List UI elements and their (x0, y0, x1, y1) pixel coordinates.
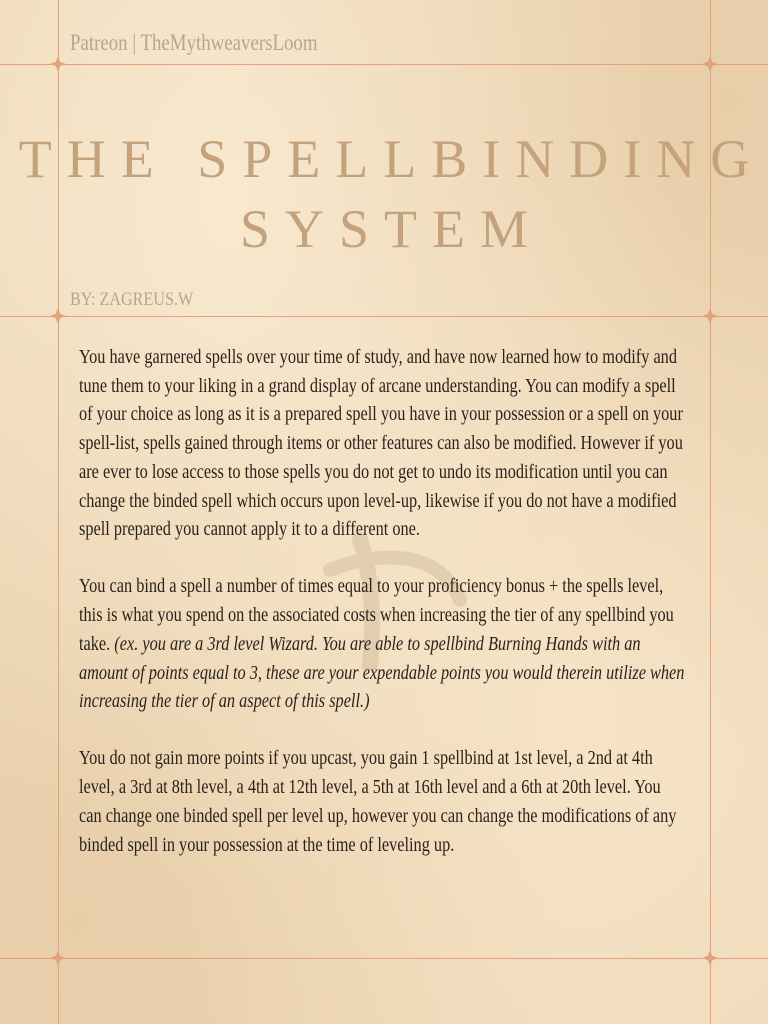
patreon-header: Patreon | TheMythweaversLoom (70, 30, 318, 55)
paragraph-2 (79, 572, 686, 716)
frame-diamond-ornament (702, 56, 718, 72)
frame-diamond-ornament (702, 308, 718, 324)
paragraph-3: You do not gain more points if you upcast, you gain 1 spellbind at 1st level, a 2nd at 4th level, a 3rd at 8th level, a 4th at 12th level, a 5th at 16th level and a 6th at 20th level. You can change one binded spell per level up, however you can change the modifications of any binded spell in your possession at the time of leveling up. (79, 747, 677, 856)
paragraph-1: You have garnered spells over your time of study, and have now learned how to modify and tune them to your liking in a grand display of arcane understanding. You can modify a spell of your choice as long as it is a prepared spell you have in your possession or a spell on your spell-list, spells gained through items or other features can also be modified. However if you are ever to lose access to those spells you do not get to undo its modification until you can change the binded spell which occurs upon level-up, likewise if you do not have a modified spell prepared you cannot apply it to a different one. (79, 346, 683, 541)
title-line-2: SYSTEM (239, 199, 544, 259)
frame-line-bottom (0, 958, 768, 959)
author-byline: BY: ZAGREUS.W (70, 289, 194, 310)
title-line-1: THE SPELLBINDING (18, 129, 765, 189)
body-text (79, 343, 686, 888)
frame-diamond-ornament (702, 950, 718, 966)
paragraph-2-example: (ex. you are a 3rd level Wizard. You are able to spellbind Burning Hands with an amount of points equal to 3, these are your expendable points you would therein utilize when increasing the tier of an aspect of this spell.) (79, 632, 685, 713)
frame-line-middle (0, 316, 768, 317)
frame-diamond-ornament (50, 308, 66, 324)
frame-diamond-ornament (50, 56, 66, 72)
frame-line-top (0, 64, 768, 65)
paragraph-2-text: You can bind a spell a number of times equal to your proficiency bonus + the spells level, this is what you spend on the associated costs when increasing the tier of any spellbind you take. (79, 575, 674, 655)
frame-diamond-ornament (50, 950, 66, 966)
document-title (0, 124, 768, 264)
